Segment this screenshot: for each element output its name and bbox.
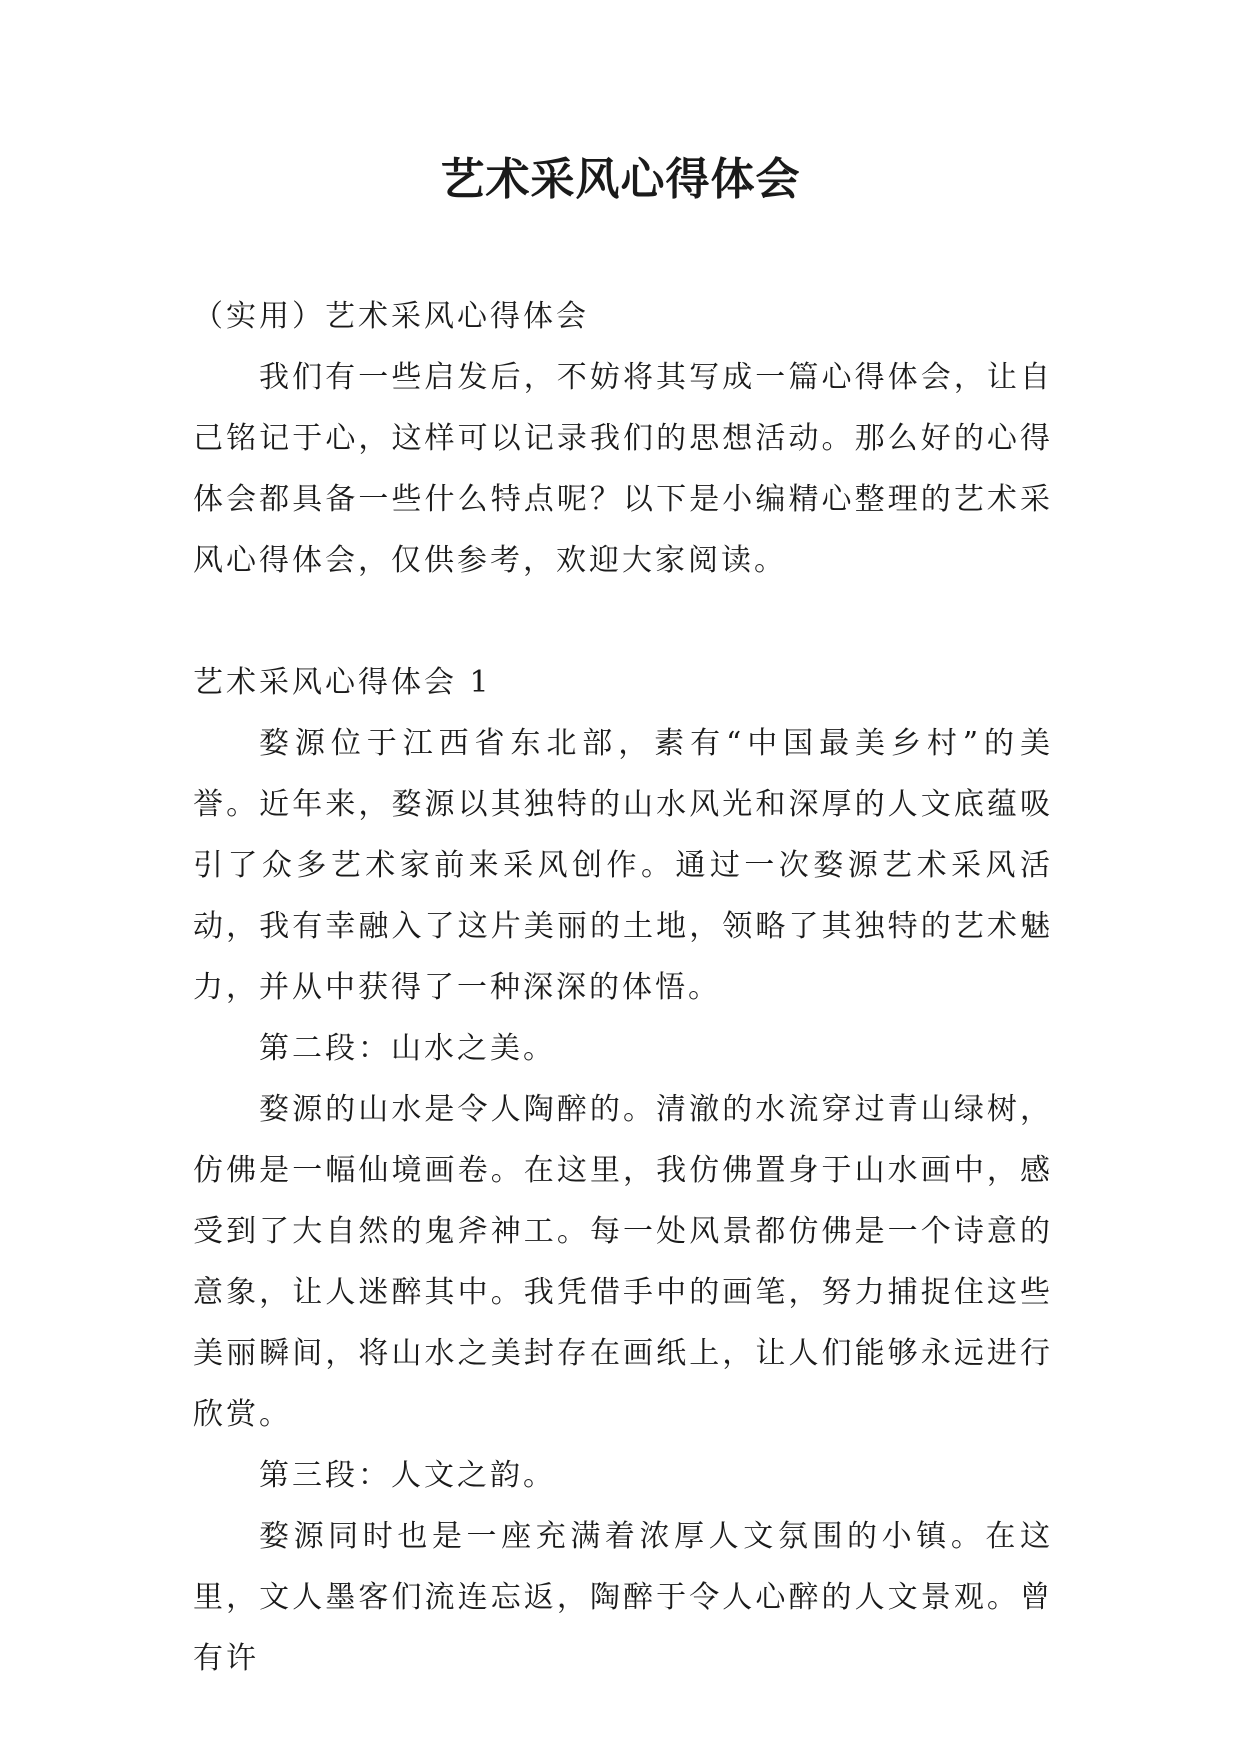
paragraph: 婺源同时也是一座充满着浓厚人文氛围的小镇。在这里，文人墨客们流连忘返，陶醉于令人心醉的人文景观。曾有许 — [193, 1519, 1053, 1676]
section-spacer — [193, 591, 1053, 652]
paragraph: 婺源位于江西省东北部，素有“中国最美乡村”的美誉。近年来，婺源以其独特的山水风光和深厚的人文底蕴吸引了众多艺术家前来采风创作。通过一次婺源艺术采风活动，我有幸融入了这片美丽的土地，领略了其独特的艺术魅力，并从中获得了一种深深的体悟。 — [193, 726, 1053, 1005]
document-title: 艺术采风心得体会 — [440, 154, 801, 205]
paragraph: 婺源的山水是令人陶醉的。清澈的水流穿过青山绿树，仿佛是一幅仙境画卷。在这里，我仿佛置身于山水画中，感受到了大自然的鬼斧神工。每一处风景都仿佛是一个诗意的意象，让人迷醉其中。我凭借手中的画笔，努力捕捉住这些美丽瞬间，将山水之美封存在画纸上，让人们能够永远进行欣赏。 — [193, 1092, 1053, 1432]
paragraph-heading: 第二段：山水之美。 — [259, 1031, 556, 1066]
document-subtitle: （实用）艺术采风心得体会 — [193, 299, 589, 334]
section-heading: 艺术采风心得体会 1 — [193, 665, 492, 700]
document-body — [193, 286, 1053, 1689]
intro-paragraph: 我们有一些启发后，不妨将其写成一篇心得体会，让自己铭记于心，这样可以记录我们的思想活动。那么好的心得体会都具备一些什么特点呢？以下是小编精心整理的艺术采风心得体会，仅供参考，欢迎大家阅读。 — [193, 360, 1053, 578]
paragraph-heading: 第三段：人文之韵。 — [259, 1458, 556, 1493]
